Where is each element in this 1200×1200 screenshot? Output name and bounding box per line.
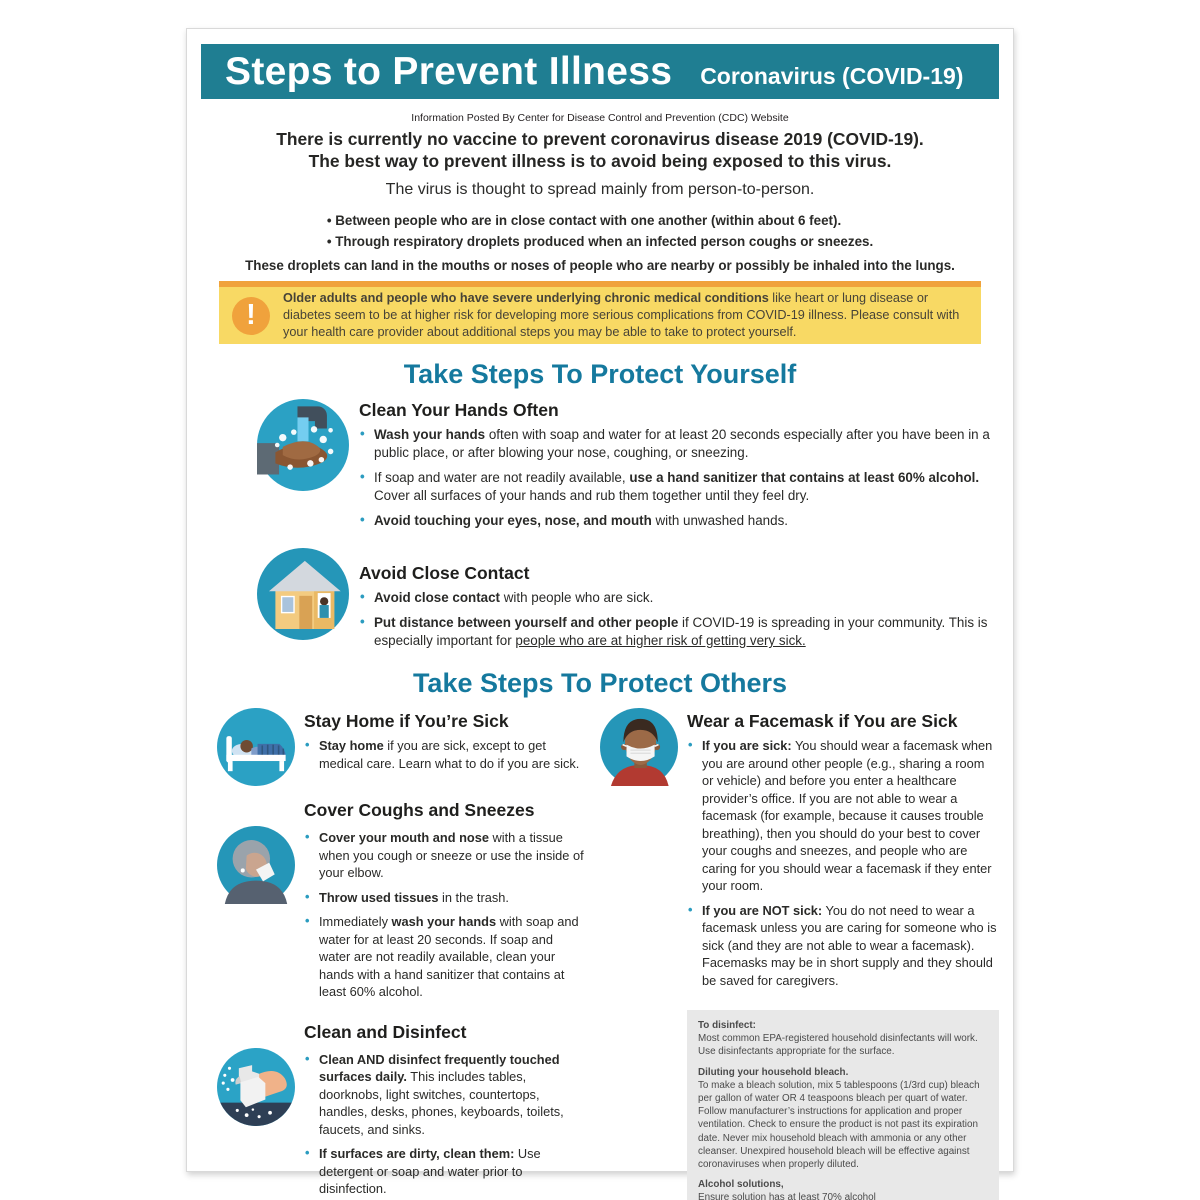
clean-disinfect-bullet: • If surfaces are dirty, clean them: Use detergent or soap and water prior to disinfection. bbox=[304, 1145, 586, 1198]
clean-disinfect-heading: Clean and Disinfect bbox=[304, 1021, 467, 1042]
intro-line-2: The best way to prevent illness is to avoid being exposed to this virus. bbox=[308, 151, 892, 171]
poster-subtitle: Coronavirus (COVID-19) bbox=[700, 63, 964, 89]
stay-home-heading: Stay Home if You’re Sick bbox=[304, 711, 509, 731]
exclamation-icon bbox=[232, 297, 270, 335]
cover-coughs-bullet: • Immediately wash your hands with soap and water for at least 20 seconds. If soap and water are not readily available, clean your hands with a hand sanitizer that contains at least 60% alcohol. bbox=[304, 913, 586, 1001]
stay-home-text bbox=[304, 708, 586, 786]
right-column bbox=[600, 708, 999, 1200]
disinfect-paragraph bbox=[698, 1019, 988, 1059]
disinfect-paragraph bbox=[698, 1178, 988, 1200]
spread-heading: The virus is thought to spread mainly from person-to-person. bbox=[385, 181, 815, 198]
avoid-contact-heading: Avoid Close Contact bbox=[359, 563, 530, 583]
stay-home-section bbox=[217, 708, 586, 786]
disinfect-paragraph-head: Alcohol solutions, bbox=[698, 1179, 784, 1191]
alert-text: Older adults and people who have severe underlying chronic medical conditions like heart or lung disease or diabetes seem to be at higher risk for developing more serious complications from COVID-19 illness. Please consult with your health care provider about additional steps you may be able to take to protect yourself. bbox=[283, 291, 960, 339]
protect-others-columns bbox=[217, 708, 999, 1200]
exclamation-glyph: ! bbox=[246, 299, 256, 331]
stay-home-bullet: • Stay home if you are sick, except to get medical care. Learn what to do if you are sick. bbox=[304, 737, 586, 772]
facemask-heading: Wear a Facemask if You are Sick bbox=[687, 711, 958, 731]
clean-hands-bullet: • Avoid touching your eyes, nose, and mouth with unwashed hands. bbox=[359, 512, 999, 530]
clean-disinfect-text bbox=[304, 1048, 586, 1200]
droplets-note: These droplets can land in the mouths or noses of people who are nearby or possibly be inhaled into the lungs. bbox=[245, 258, 955, 273]
handwashing-icon bbox=[257, 399, 349, 491]
disinfect-info-box bbox=[687, 1010, 999, 1200]
disinfect-paragraph-head: To disinfect: bbox=[698, 1020, 756, 1031]
section-title-protect-yourself: Take Steps To Protect Yourself bbox=[403, 359, 797, 389]
cover-coughs-text bbox=[304, 826, 586, 1008]
poster-page bbox=[186, 28, 1014, 1200]
cover-coughs-bullet: • Cover your mouth and nose with a tissue when you cough or sneeze or use the inside of your elbow. bbox=[304, 829, 586, 882]
facemask-bullet: • If you are sick: You should wear a facemask when you are around other people (e.g., sharing a room or vehicle) and before you enter a healthcare provider’s office. If you are not able to wear a facemask (for example, because it causes trouble breathing), then you should do your best to cover your coughs and sneezes, and people who are caring for you should wear a facemask if they enter your room. bbox=[687, 737, 999, 895]
poster-title: Steps to Prevent Illness bbox=[225, 50, 673, 93]
intro-heading bbox=[187, 128, 1013, 172]
avoid-contact-bullet: • Avoid close contact with people who are sick. bbox=[359, 589, 999, 607]
house-icon bbox=[257, 548, 349, 640]
disinfect-paragraph-body: Ensure solution has at least 70% alcohol bbox=[698, 1192, 876, 1200]
intro-line-1: There is currently no vaccine to prevent coronavirus disease 2019 (COVID-19). bbox=[276, 129, 924, 149]
spray-bottle-icon bbox=[217, 1048, 295, 1126]
clean-hands-bullet: • If soap and water are not readily available, use a hand sanitizer that contains at least 60% alcohol. Cover all surfaces of your hands and rub them together until they feel dry. bbox=[359, 469, 999, 505]
left-column bbox=[217, 708, 586, 1200]
section-title-protect-others: Take Steps To Protect Others bbox=[412, 668, 788, 698]
avoid-contact-bullet: • Put distance between yourself and other people if COVID-19 is spreading in your community. This is especially important for people who are at higher risk of getting very sick. bbox=[359, 614, 999, 650]
avoid-contact-section bbox=[257, 548, 999, 657]
disinfect-paragraph-body: Most common EPA-registered household disinfectants will work. Use disinfectants appropriate for the surface. bbox=[698, 1033, 978, 1058]
person-in-bed-icon bbox=[217, 708, 295, 786]
person-wearing-facemask-icon bbox=[600, 708, 678, 786]
person-sneezing-icon bbox=[217, 826, 295, 904]
spread-bullet: • Between people who are in close contact with one another (within about 6 feet). bbox=[327, 210, 873, 231]
clean-disinfect-section bbox=[217, 1022, 586, 1200]
alert-box bbox=[219, 281, 981, 344]
disinfect-paragraph-head: Diluting your household bleach. bbox=[698, 1066, 849, 1078]
spread-bullet-list bbox=[327, 210, 873, 252]
clean-hands-section bbox=[257, 399, 999, 537]
disinfect-paragraph-body: To make a bleach solution, mix 5 tablespoons (1/3rd cup) bleach per gallon of water OR 4 teaspoons bleach per quart of water. Follow manufacturer’s instructions for application and proper ventilation. Check to ensure the product is not past its expiration date. Never mix household bleach with ammonia or any other cleanser. Unexpired household bleach will be effective against coronaviruses when properly diluted. bbox=[698, 1079, 980, 1171]
protect-yourself-sections bbox=[257, 399, 999, 657]
clean-hands-heading: Clean Your Hands Often bbox=[359, 400, 559, 420]
avoid-contact-text bbox=[359, 548, 999, 657]
disinfect-paragraph bbox=[698, 1066, 988, 1172]
source-line: Information Posted By Center for Disease Control and Prevention (CDC) Website bbox=[411, 112, 789, 124]
facemask-text bbox=[687, 708, 999, 996]
facemask-bullet: • If you are NOT sick: You do not need to wear a facemask unless you are caring for someone who is sick (and they are not able to wear a facemask). Facemasks may be in short supply and they should be saved for caregivers. bbox=[687, 902, 999, 990]
cover-coughs-bullet: • Throw used tissues in the trash. bbox=[304, 889, 586, 907]
facemask-section bbox=[600, 708, 999, 996]
cover-coughs-section bbox=[217, 800, 586, 1008]
clean-hands-text bbox=[359, 399, 999, 537]
cover-coughs-heading: Cover Coughs and Sneezes bbox=[304, 800, 535, 820]
spread-bullet: • Through respiratory droplets produced when an infected person coughs or sneezes. bbox=[327, 231, 873, 252]
clean-hands-bullet: • Wash your hands often with soap and water for at least 20 seconds especially after you have been in a public place, or after blowing your nose, coughing, or sneezing. bbox=[359, 426, 999, 462]
clean-disinfect-bullet: • Clean AND disinfect frequently touched surfaces daily. This includes tables, doorknobs, light switches, countertops, handles, desks, phones, keyboards, toilets, faucets, and sinks. bbox=[304, 1051, 586, 1139]
title-bar bbox=[201, 44, 999, 99]
